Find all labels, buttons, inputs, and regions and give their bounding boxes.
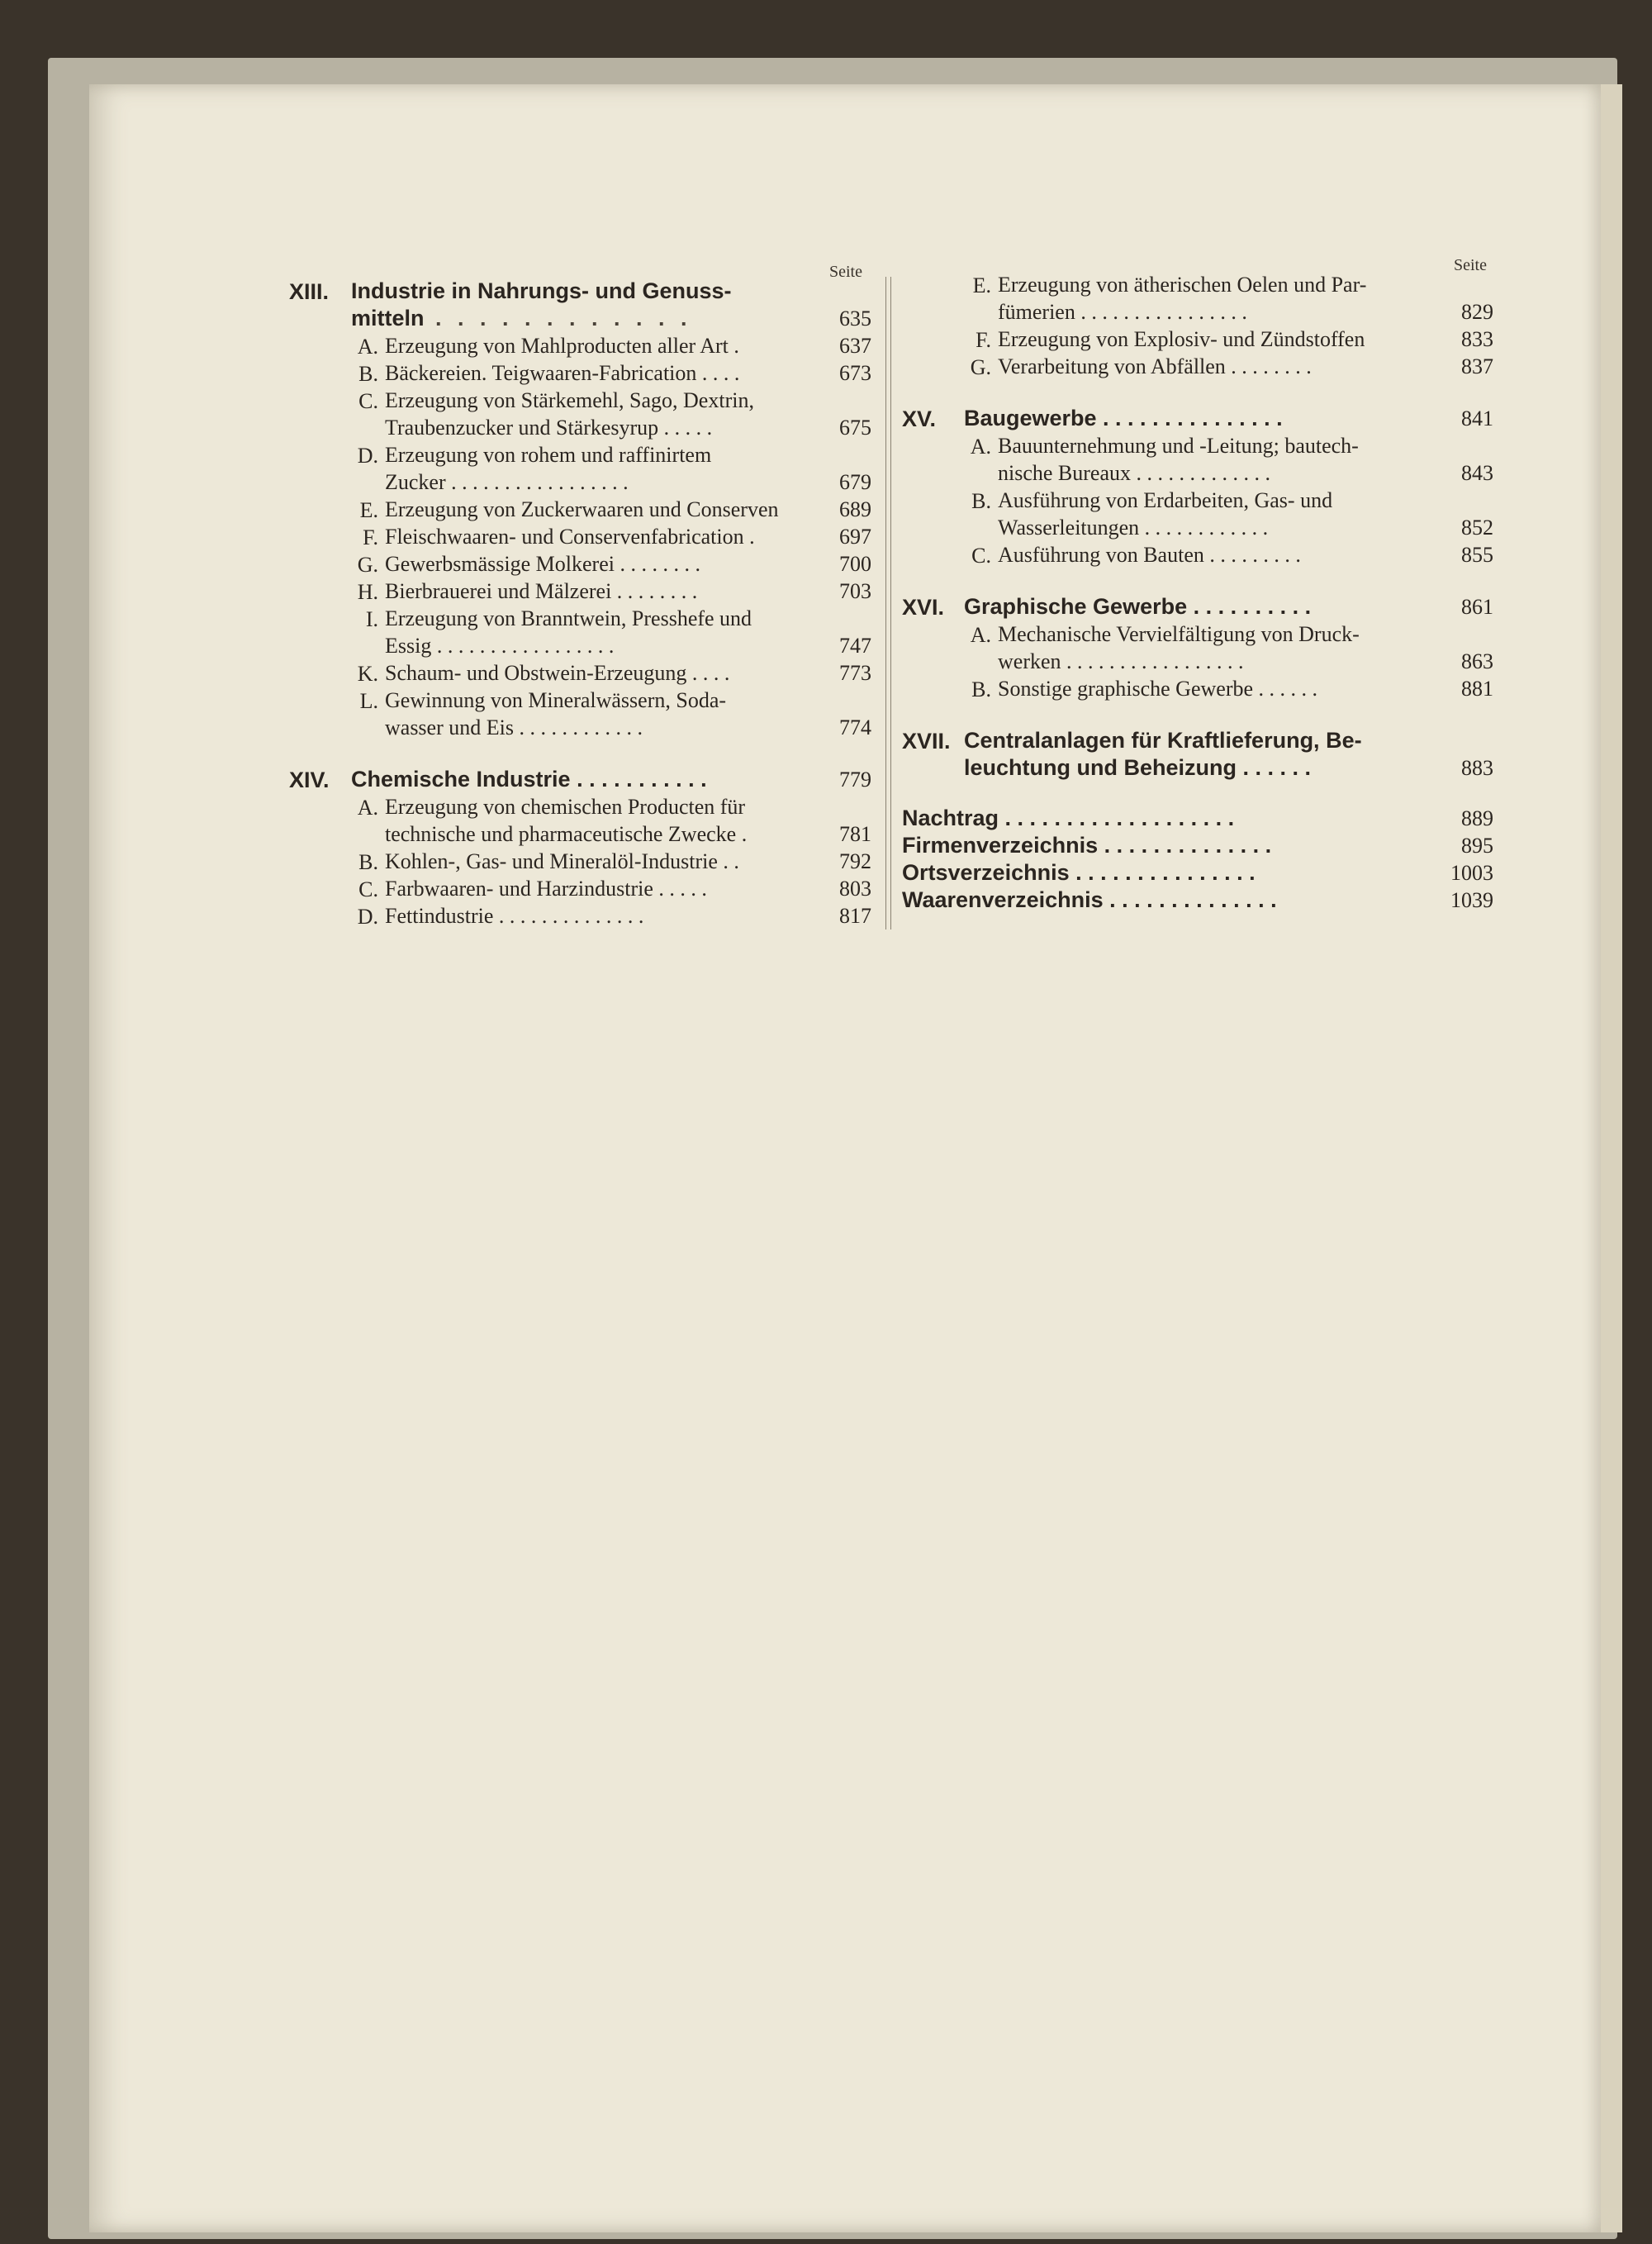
toc-entry: A. Erzeugung von chemischen Producten für bbox=[357, 795, 746, 820]
section-title: Industrie in Nahrungs- und Genuss- bbox=[351, 278, 732, 303]
toc-entry: E. Erzeugung von Zuckerwaaren und Conserven 689 bbox=[359, 497, 871, 522]
section-title-cont: leuchtung und Beheizung . . . . . . bbox=[964, 755, 1311, 780]
toc-entry-cont: nische Bureaux . . . . . . . . . . . . . 843 bbox=[998, 461, 1493, 485]
toc-entry: B. Sonstige graphische Gewerbe . . . . . . 881 bbox=[971, 677, 1493, 701]
section-page: 861 bbox=[1461, 595, 1493, 619]
toc-entry: D. Fettindustrie . . . . . . . . . . . . . . 817 bbox=[357, 904, 871, 929]
section-title: Centralanlagen für Kraftlieferung, Be- bbox=[964, 728, 1362, 753]
toc-entry: F. Erzeugung von Explosiv- und Zündstoffen 833 bbox=[976, 327, 1493, 352]
toc-entry: D. Erzeugung von rohem und raffinirtem bbox=[357, 443, 712, 468]
page-column-header-left: Seite bbox=[829, 263, 862, 281]
page-column-header-right: Seite bbox=[1454, 256, 1487, 274]
section-page: 841 bbox=[1461, 406, 1493, 430]
section-numeral: XVI. bbox=[902, 595, 945, 620]
toc-appendix-entry: Nachtrag . . . . . . . . . . . . . . . . . . . 889 bbox=[902, 806, 1493, 830]
toc-entry: G. Gewerbsmässige Molkerei . . . . . . . . 700 bbox=[357, 552, 871, 577]
toc-entry: F. Fleischwaaren- und Conservenfabrication . 697 bbox=[363, 525, 871, 549]
section-page: 779 bbox=[839, 768, 871, 792]
toc-appendix-entry: Firmenverzeichnis . . . . . . . . . . . . . . 895 bbox=[902, 833, 1493, 858]
toc-section bbox=[289, 766, 871, 793]
toc-section bbox=[902, 593, 1493, 620]
toc-entry-cont: werken . . . . . . . . . . . . . . . . . 863 bbox=[998, 649, 1493, 673]
section-title-cont: mitteln . . . . . . . . . . . . bbox=[351, 306, 692, 330]
toc-entry-cont: Traubenzucker und Stärkesyrup . . . . . 675 bbox=[385, 416, 871, 440]
toc-entry: C. Ausführung von Bauten . . . . . . . . . 855 bbox=[971, 543, 1493, 568]
toc-entries-xiv bbox=[289, 793, 871, 929]
toc-appendix-entry: Waarenverzeichnis . . . . . . . . . . . . . . 1039 bbox=[902, 887, 1493, 912]
toc-section-cont bbox=[289, 305, 871, 332]
toc-entry: B. Ausführung von Erdarbeiten, Gas- und bbox=[971, 488, 1333, 513]
toc-entry-cont: Zucker . . . . . . . . . . . . . . . . . 679 bbox=[385, 470, 871, 494]
toc-entry: L. Gewinnung von Mineralwässern, Soda- bbox=[359, 688, 727, 713]
toc-section bbox=[902, 405, 1493, 432]
toc-entries-xiv-cont bbox=[902, 271, 1493, 380]
toc-section-cont bbox=[902, 754, 1493, 782]
section-numeral: XIII. bbox=[289, 279, 330, 304]
toc-appendix-entry: Ortsverzeichnis . . . . . . . . . . . . . . . 1003 bbox=[902, 860, 1493, 885]
toc-left-column bbox=[289, 278, 871, 929]
toc-section bbox=[902, 727, 1493, 754]
toc-entry: I. Erzeugung von Branntwein, Presshefe und bbox=[365, 606, 752, 631]
section-numeral: XIV. bbox=[289, 768, 330, 792]
toc-entry-cont: Wasserleitungen . . . . . . . . . . . . 852 bbox=[998, 516, 1493, 540]
section-page: 635 bbox=[839, 307, 871, 330]
toc-entry-cont: wasser und Eis . . . . . . . . . . . . 774 bbox=[385, 716, 871, 739]
toc-entry-cont: Essig . . . . . . . . . . . . . . . . . 747 bbox=[385, 634, 871, 658]
toc-entry: A. Erzeugung von Mahlproducten aller Art . 637 bbox=[357, 334, 871, 359]
toc-entries-xiii bbox=[289, 332, 871, 741]
toc-entries-xvi bbox=[902, 620, 1493, 702]
toc-entry: E. Erzeugung von ätherischen Oelen und Par- bbox=[972, 273, 1367, 297]
toc-entry: A. Bauunternehmung und -Leitung; bautech- bbox=[970, 434, 1359, 459]
toc-entry: G. Verarbeitung von Abfällen . . . . . . . . 837 bbox=[970, 354, 1493, 379]
toc-entry: C. Erzeugung von Stärkemehl, Sago, Dextrin, bbox=[358, 388, 754, 413]
toc-entry: K. Schaum- und Obstwein-Erzeugung . . . . 773 bbox=[357, 661, 871, 686]
toc-right-column bbox=[902, 271, 1493, 914]
section-title: Chemische Industrie . . . . . . . . . . . bbox=[351, 767, 707, 792]
toc-entry-cont: fümerien . . . . . . . . . . . . . . . . 829 bbox=[998, 300, 1493, 324]
page-edge bbox=[1601, 84, 1622, 2232]
toc-entry: C. Farbwaaren- und Harzindustrie . . . . . 803 bbox=[358, 877, 871, 901]
toc-entries-xv bbox=[902, 432, 1493, 568]
toc-entry-cont: technische und pharmaceutische Zwecke . 781 bbox=[385, 822, 871, 846]
toc-entry: B. Kohlen-, Gas- und Mineralöl-Industrie . . 792 bbox=[358, 849, 871, 874]
toc-entry: B. Bäckereien. Teigwaaren-Fabrication . . . . 673 bbox=[358, 361, 871, 386]
section-page: 883 bbox=[1461, 756, 1493, 780]
section-title: Graphische Gewerbe . . . . . . . . . . bbox=[964, 594, 1312, 619]
column-divider bbox=[885, 277, 891, 929]
section-title: Baugewerbe . . . . . . . . . . . . . . . bbox=[964, 406, 1283, 430]
section-numeral: XV. bbox=[902, 406, 937, 431]
toc-section bbox=[289, 278, 871, 305]
toc-entry: A. Mechanische Vervielfältigung von Druck- bbox=[970, 622, 1360, 647]
section-numeral: XVII. bbox=[902, 729, 951, 754]
toc-entry: H. Bierbrauerei und Mälzerei . . . . . . . . 703 bbox=[357, 579, 871, 604]
toc-appendix bbox=[902, 805, 1493, 914]
